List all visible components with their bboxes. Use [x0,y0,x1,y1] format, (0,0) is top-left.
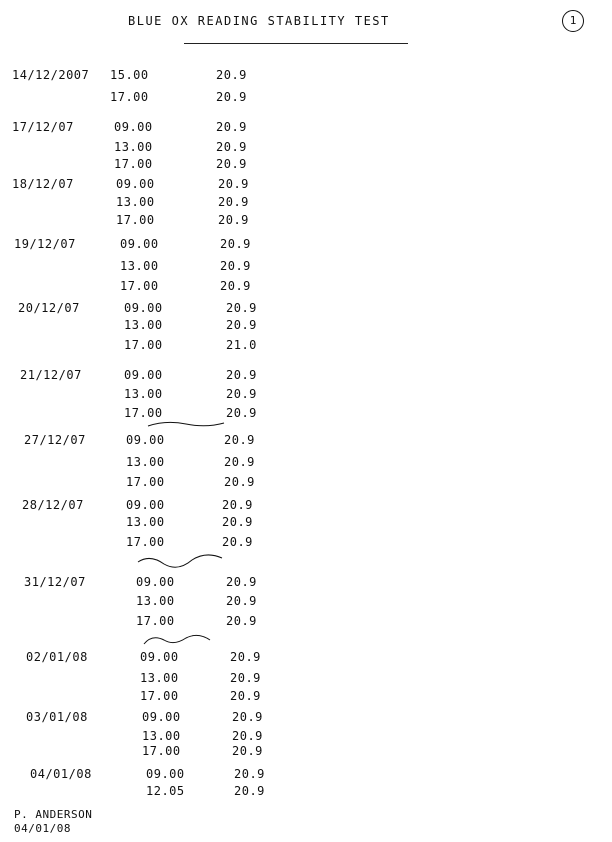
entry-time: 13.00 [124,387,163,401]
entry-reading: 20.9 [216,140,247,154]
entry-time: 17.00 [124,338,163,352]
entry-date: 17/12/07 [12,120,74,134]
entry-reading: 20.9 [226,318,257,332]
entry-date: 27/12/07 [24,433,86,447]
entry-reading: 20.9 [230,671,261,685]
entry-reading: 20.9 [224,475,255,489]
entry-time: 17.00 [120,279,159,293]
entry-time: 09.00 [126,433,165,447]
entry-time: 09.00 [126,498,165,512]
entry-reading: 20.9 [222,535,253,549]
entry-time: 17.00 [124,406,163,420]
entry-reading: 20.9 [230,689,261,703]
entry-date: 28/12/07 [22,498,84,512]
entry-time: 13.00 [124,318,163,332]
entry-date: 04/01/08 [30,767,92,781]
entry-time: 09.00 [146,767,185,781]
entry-reading: 20.9 [232,729,263,743]
signature-date: 04/01/08 [14,822,71,835]
entry-reading: 20.9 [232,710,263,724]
entry-date: 20/12/07 [18,301,80,315]
entry-time: 13.00 [120,259,159,273]
entry-date: 02/01/08 [26,650,88,664]
entry-time: 15.00 [110,68,149,82]
entry-time: 13.00 [136,594,175,608]
entry-time: 17.00 [140,689,179,703]
entry-time: 17.00 [142,744,181,758]
entry-reading: 20.9 [226,406,257,420]
squiggle-mark-3 [142,632,212,648]
entry-reading: 20.9 [226,594,257,608]
entry-time: 13.00 [116,195,155,209]
entry-time: 13.00 [126,455,165,469]
entry-time: 12.05 [146,784,185,798]
entry-date: 03/01/08 [26,710,88,724]
entry-reading: 20.9 [224,455,255,469]
entry-time: 13.00 [140,671,179,685]
entry-reading: 20.9 [222,498,253,512]
entry-time: 13.00 [142,729,181,743]
entry-time: 13.00 [114,140,153,154]
entry-date: 19/12/07 [14,237,76,251]
entry-reading: 20.9 [224,433,255,447]
entry-date: 31/12/07 [24,575,86,589]
entry-reading: 20.9 [230,650,261,664]
entry-reading: 20.9 [226,387,257,401]
entry-time: 09.00 [124,368,163,382]
entry-reading: 20.9 [220,259,251,273]
entry-reading: 20.9 [218,177,249,191]
entry-time: 09.00 [114,120,153,134]
entry-reading: 20.9 [226,614,257,628]
entry-time: 17.00 [110,90,149,104]
entry-date: 21/12/07 [20,368,82,382]
title-underline [184,43,408,44]
entry-reading: 20.9 [216,68,247,82]
entry-reading: 20.9 [226,301,257,315]
entry-time: 09.00 [116,177,155,191]
entry-reading: 20.9 [226,368,257,382]
entry-reading: 20.9 [216,90,247,104]
entry-date: 14/12/2007 [12,68,90,82]
entry-reading: 20.9 [218,195,249,209]
entry-date: 18/12/07 [12,177,74,191]
entry-reading: 20.9 [220,279,251,293]
entry-time: 09.00 [124,301,163,315]
entry-time: 13.00 [126,515,165,529]
entry-time: 09.00 [142,710,181,724]
page-title: BLUE OX READING STABILITY TEST [128,14,390,28]
entry-reading: 20.9 [220,237,251,251]
entry-reading: 21.0 [226,338,257,352]
entry-reading: 20.9 [226,575,257,589]
entry-reading: 20.9 [232,744,263,758]
squiggle-mark-2 [136,552,226,572]
entry-time: 17.00 [126,475,165,489]
signature-name: P. ANDERSON [14,808,93,821]
entry-reading: 20.9 [234,784,265,798]
entry-time: 09.00 [120,237,159,251]
entry-reading: 20.9 [234,767,265,781]
entry-time: 17.00 [116,213,155,227]
entry-reading: 20.9 [216,157,247,171]
entry-reading: 20.9 [216,120,247,134]
entry-time: 17.00 [136,614,175,628]
squiggle-mark-1 [146,418,226,432]
entry-time: 09.00 [140,650,179,664]
entry-time: 17.00 [126,535,165,549]
entry-time: 17.00 [114,157,153,171]
page-number: 1 [562,10,584,32]
entry-reading: 20.9 [218,213,249,227]
entry-time: 09.00 [136,575,175,589]
entry-reading: 20.9 [222,515,253,529]
